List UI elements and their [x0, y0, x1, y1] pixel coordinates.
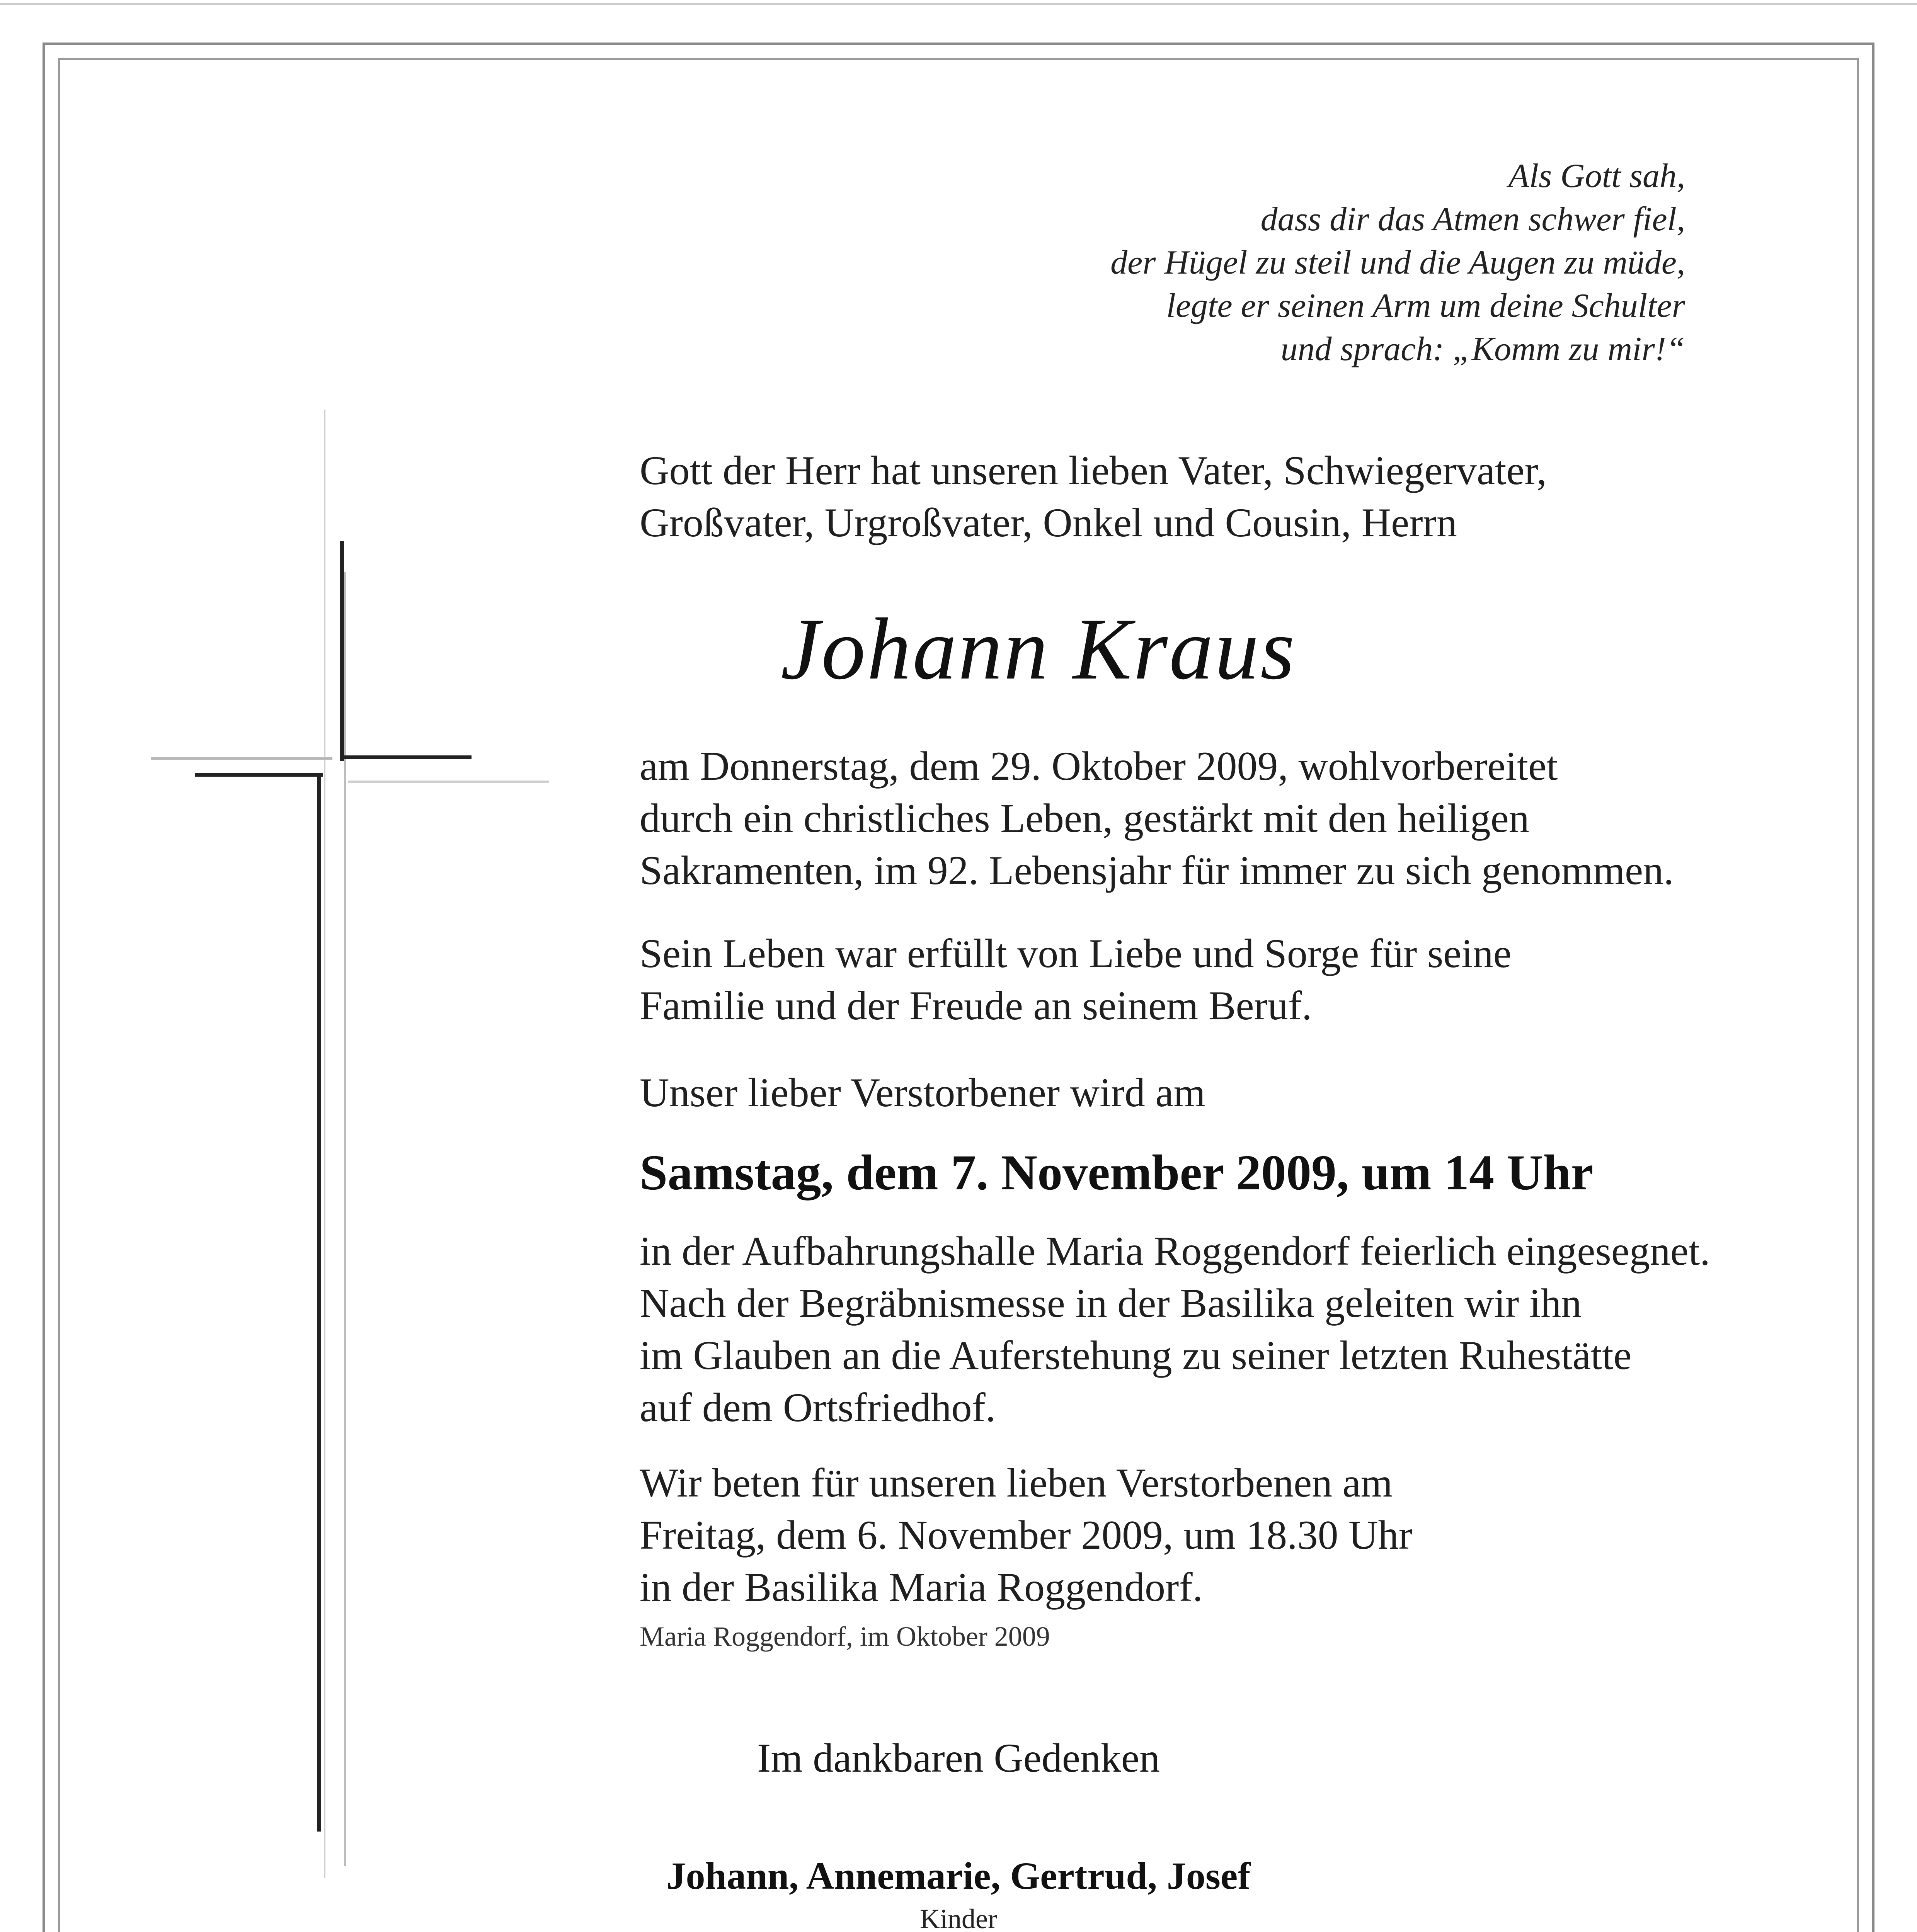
funeral-line: im Glauben an die Auferstehung zu seiner letzten Ruhestätte — [640, 1333, 1632, 1378]
death-line: durch ein christliches Leben, gestärkt mit den heiligen — [640, 796, 1529, 841]
prayer-text — [640, 1457, 1818, 1613]
intro-text — [640, 444, 1818, 549]
death-line: am Donnerstag, dem 29. Oktober 2009, wohlvorbereitet — [640, 743, 1558, 789]
poem-line: legte er seinen Arm um deine Schulter — [1166, 287, 1685, 325]
funeral-intro — [640, 1066, 1818, 1119]
funeral-text — [640, 1225, 1818, 1434]
funeral-line: auf dem Ortsfriedhof. — [640, 1385, 996, 1430]
gedenken-heading — [58, 1733, 1859, 1783]
death-line: Sakramenten, im 92. Lebensjahr für immer zu sich genommen. — [640, 848, 1674, 893]
prayer-line: in der Basilika Maria Roggendorf. — [640, 1565, 1203, 1610]
prayer-line: Freitag, dem 6. November 2009, um 18.30 Uhr — [640, 1512, 1412, 1558]
intro-line: Großvater, Urgroßvater, Onkel und Cousin, Herrn — [640, 500, 1457, 545]
gedenken-text: Im dankbaren Gedenken — [757, 1735, 1160, 1781]
poem-line: der Hügel zu steil und die Augen zu müde, — [1110, 244, 1685, 281]
cross-icon — [0, 0, 580, 1932]
funeral-date: Samstag, dem 7. November 2009, um 14 Uhr — [640, 1145, 1594, 1201]
prayer-line: Wir beten für unseren lieben Verstorbenen am — [640, 1460, 1393, 1505]
funeral-line: in der Aufbahrungshalle Maria Roggendorf feierlich eingesegnet. — [640, 1228, 1710, 1274]
poem-line: dass dir das Atmen schwer fiel, — [1260, 201, 1685, 238]
life-text — [640, 927, 1818, 1032]
intro-line: Gott der Herr hat unseren lieben Vater, Schwiegervater, — [640, 448, 1547, 493]
deceased-name: Johann Kraus — [781, 600, 1296, 698]
life-line: Familie und der Freude an seinem Beruf. — [640, 983, 1312, 1028]
family-role: Kinder — [920, 1903, 997, 1932]
funeral-intro-line: Unser lieber Verstorbener wird am — [640, 1070, 1205, 1115]
family-names: Johann, Annemarie, Gertrud, Josef — [666, 1854, 1251, 1897]
family-kinder — [58, 1851, 1859, 1932]
poem — [758, 155, 1685, 371]
place-date: Maria Roggendorf, im Oktober 2009 — [640, 1621, 1050, 1652]
poem-line: und sprach: „Komm zu mir!“ — [1280, 330, 1685, 368]
death-text — [640, 740, 1818, 896]
life-line: Sein Leben war erfüllt von Liebe und Sorge für seine — [640, 931, 1512, 976]
funeral-line: Nach der Begräbnismesse in der Basilika geleiten wir ihn — [640, 1281, 1582, 1326]
poem-line: Als Gott sah, — [1508, 157, 1685, 195]
